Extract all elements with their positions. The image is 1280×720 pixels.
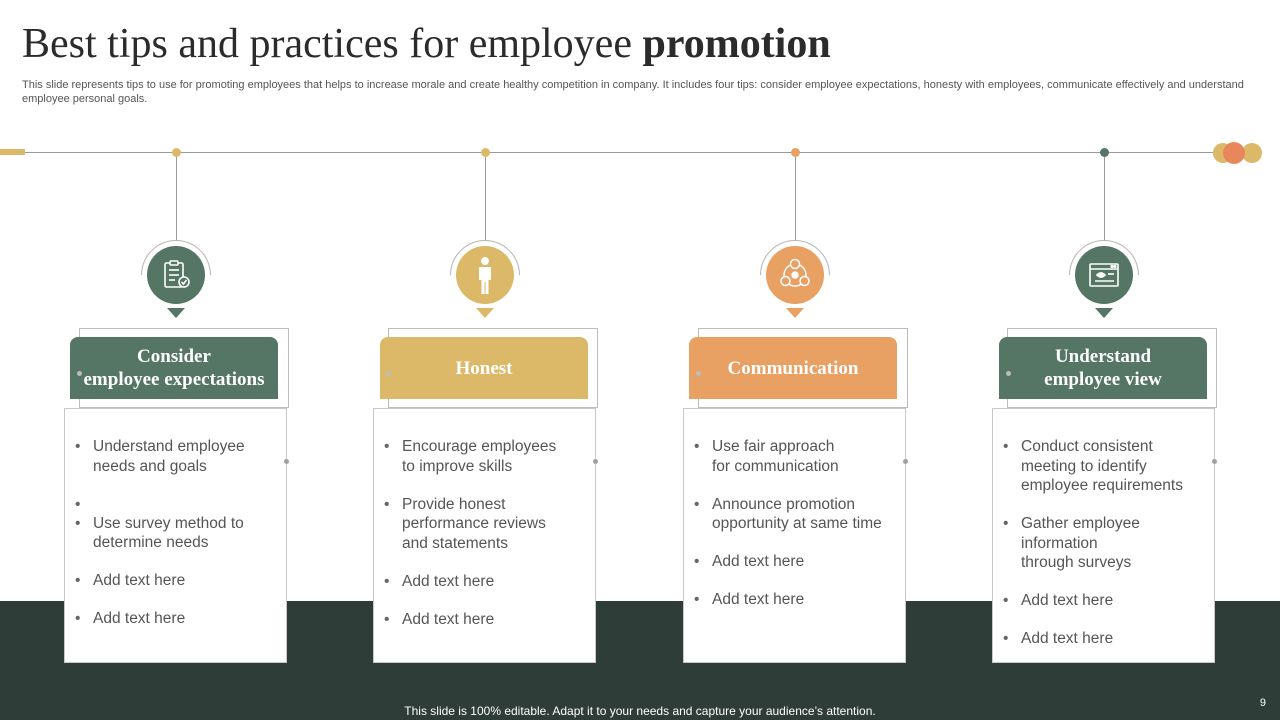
icon-pointer-1 bbox=[167, 308, 185, 318]
bullet-list-1 bbox=[75, 437, 276, 647]
list-item: • Add text here bbox=[694, 590, 895, 610]
icon-pointer-2 bbox=[476, 308, 494, 318]
tip-heading-4-text: Understand employee view bbox=[1044, 346, 1162, 390]
tip-card-1 bbox=[64, 408, 287, 663]
timeline-dot-3 bbox=[791, 148, 800, 157]
list-item: • Encourage employees to improve skills bbox=[384, 437, 585, 476]
timeline-stem-2 bbox=[485, 157, 486, 241]
timeline-dot-2 bbox=[481, 148, 490, 157]
tip-heading-3-text: Communication bbox=[727, 357, 859, 379]
title-bold: promotion bbox=[642, 21, 831, 67]
list-item: • Announce promotion opportunity at same time bbox=[694, 495, 895, 534]
card-dot-4 bbox=[1212, 459, 1217, 464]
tip-heading-2 bbox=[380, 337, 588, 399]
person-icon bbox=[456, 246, 514, 304]
heading-bullet-4 bbox=[1006, 371, 1011, 376]
communication-network-icon bbox=[766, 246, 824, 304]
timeline-stem-4 bbox=[1104, 157, 1105, 241]
card-dot-2 bbox=[593, 459, 598, 464]
slide-subtitle: This slide represents tips to use for promoting employees that helps to increase morale and create healthy competition in company. It includes four tips: consider employee expectations, honesty with employees, communicate effectively and understand employee personal goals. bbox=[22, 79, 1244, 105]
bullet-list-2 bbox=[384, 437, 585, 648]
list-item bbox=[75, 495, 276, 514]
list-item: • Provide honest performance reviews and statements bbox=[384, 495, 585, 554]
tip-heading-1 bbox=[70, 337, 278, 399]
list-item: • Add text here bbox=[384, 610, 585, 630]
browser-view-icon bbox=[1075, 246, 1133, 304]
list-item: • Add text here bbox=[75, 609, 276, 629]
timeline-start-bar bbox=[0, 149, 25, 155]
list-item: • Use survey method to determine needs bbox=[75, 514, 276, 553]
bullet-list-3 bbox=[694, 437, 895, 628]
tip-heading-3 bbox=[689, 337, 897, 399]
bullet-list-4 bbox=[1003, 437, 1204, 667]
list-item: • Use fair approach for communication bbox=[694, 437, 895, 476]
list-item: • Add text here bbox=[1003, 591, 1204, 611]
timeline-stem-1 bbox=[176, 157, 177, 241]
timeline-end-dot-right bbox=[1242, 143, 1262, 163]
tip-heading-1-text: Consider employee expectations bbox=[83, 346, 265, 390]
card-dot-1 bbox=[284, 459, 289, 464]
tip-heading-4 bbox=[999, 337, 1207, 399]
slide-title bbox=[22, 20, 831, 68]
checklist-icon bbox=[147, 246, 205, 304]
title-regular: Best tips and practices for employee bbox=[22, 21, 643, 67]
heading-bullet-3 bbox=[696, 371, 701, 376]
timeline-dot-1 bbox=[172, 148, 181, 157]
list-item: • Conduct consistent meeting to identify employee requirements bbox=[1003, 437, 1204, 496]
icon-pointer-4 bbox=[1095, 308, 1113, 318]
list-item: • Add text here bbox=[1003, 629, 1204, 649]
timeline-dot-4 bbox=[1100, 148, 1109, 157]
list-item: • Understand employee needs and goals bbox=[75, 437, 276, 476]
list-item: • Gather employee information through surveys bbox=[1003, 514, 1204, 573]
timeline-line bbox=[25, 152, 1220, 153]
tip-card-4 bbox=[992, 408, 1215, 663]
card-dot-3 bbox=[903, 459, 908, 464]
timeline-end-dot-center bbox=[1223, 142, 1245, 164]
footer-note: This slide is 100% editable. Adapt it to your needs and capture your audience’s attention. bbox=[404, 704, 876, 718]
list-item: • Add text here bbox=[694, 552, 895, 572]
icon-pointer-3 bbox=[786, 308, 804, 318]
page-number: 9 bbox=[1259, 697, 1266, 709]
list-item: • Add text here bbox=[75, 571, 276, 591]
heading-bullet-2 bbox=[386, 371, 391, 376]
tip-card-3 bbox=[683, 408, 906, 663]
list-item: • Add text here bbox=[384, 572, 585, 592]
timeline-stem-3 bbox=[795, 157, 796, 241]
tip-card-2 bbox=[373, 408, 596, 663]
heading-bullet-1 bbox=[77, 371, 82, 376]
tip-heading-2-text: Honest bbox=[455, 357, 513, 379]
